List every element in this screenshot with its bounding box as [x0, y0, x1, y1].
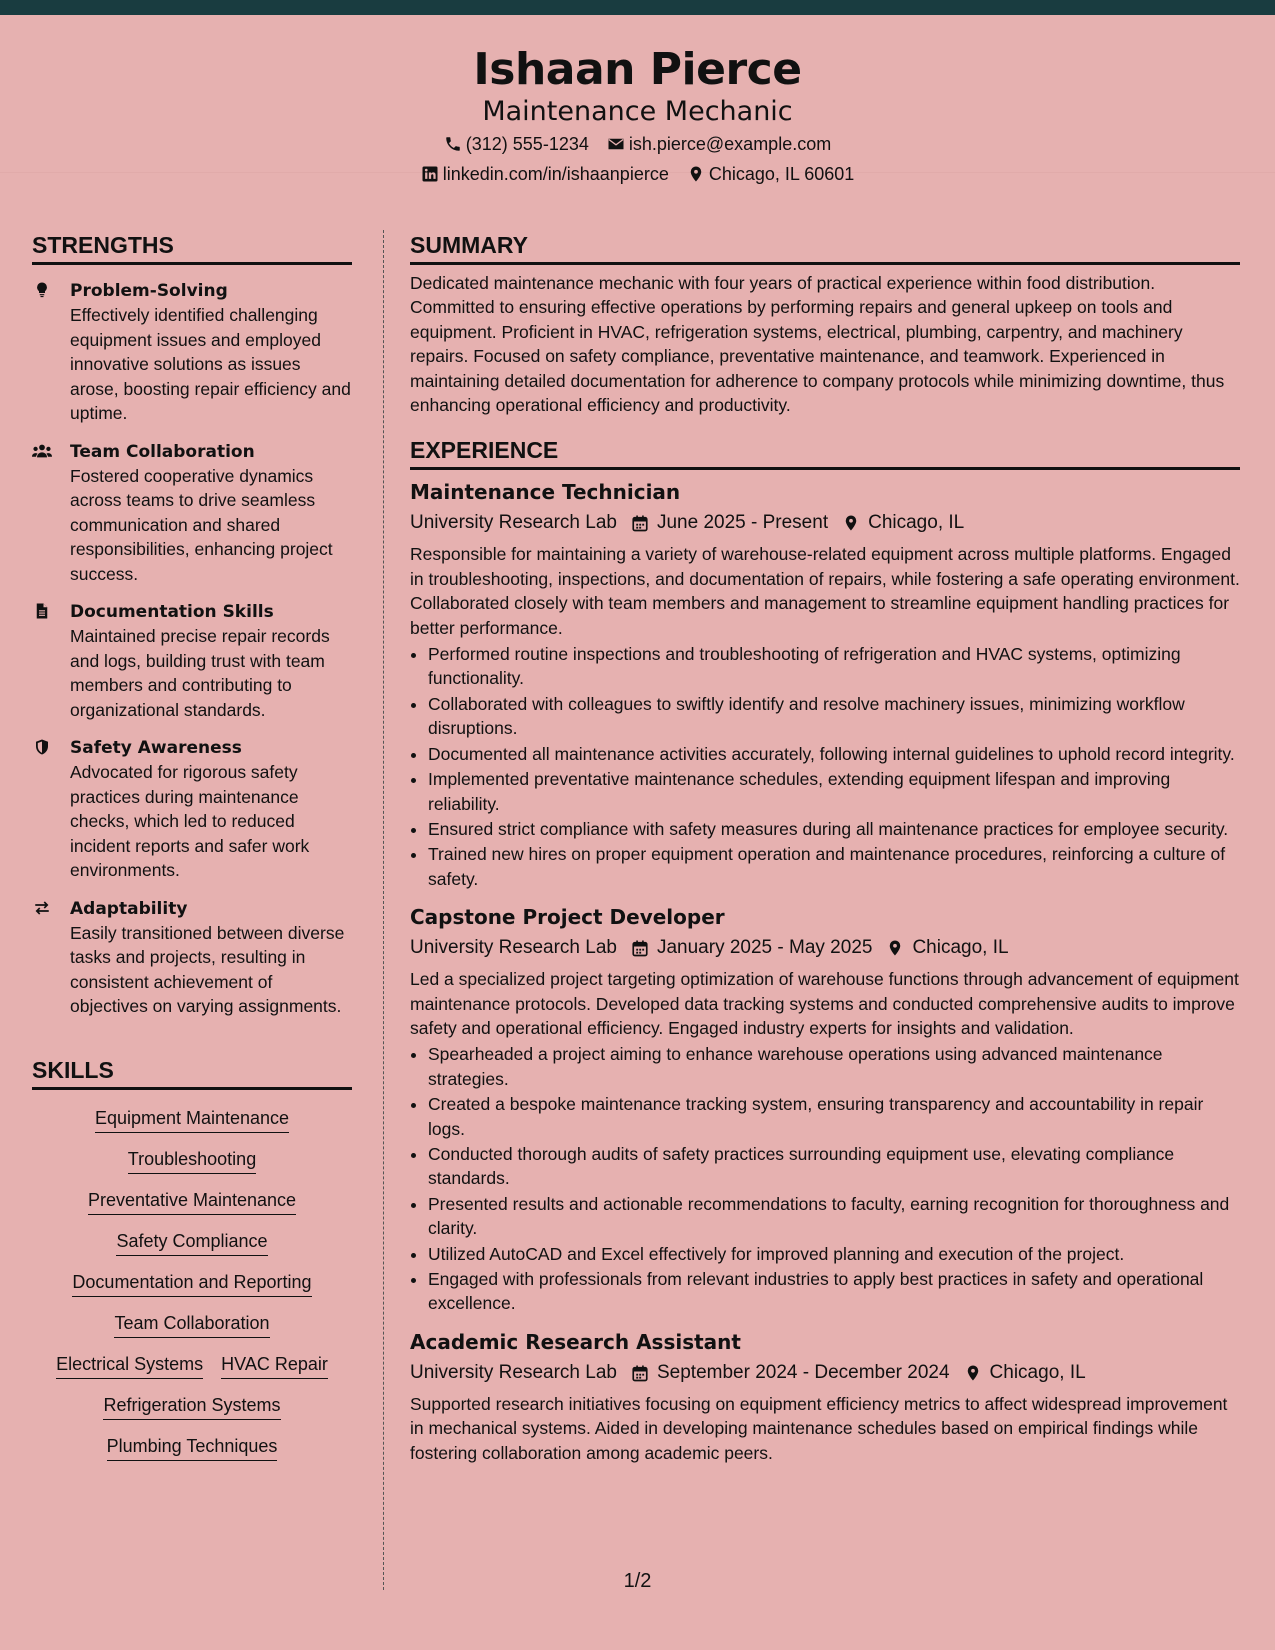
- job-org: University Research Lab: [410, 1361, 617, 1383]
- map-pin-icon: [886, 938, 904, 958]
- summary-heading: SUMMARY: [410, 230, 1240, 265]
- strength-name: Documentation Skills: [70, 602, 274, 622]
- phone-contact[interactable]: [444, 129, 589, 159]
- map-pin-icon: [687, 165, 705, 183]
- skill-tag: Refrigeration Systems: [103, 1393, 280, 1420]
- job-entry: [410, 1328, 1240, 1465]
- list-item: • Ensured strict compliance with safety measures during all maintenance practices for employee security.: [428, 817, 1240, 841]
- right-column: [410, 230, 1240, 1465]
- strength-item: [32, 897, 352, 1019]
- strength-item: [32, 600, 352, 722]
- job-entry-title: Academic Research Assistant: [410, 1329, 741, 1354]
- job-entry-title: Maintenance Technician: [410, 480, 681, 505]
- email-text: ish.pierce@example.com: [628, 134, 832, 154]
- job-description: Responsible for maintaining a variety of warehouse-related equipment across multiple platforms. Engaged in troubleshooting, inspections, and documentation of repairs, while fostering a safe operating environment. Collaborated closely with team members and management to streamline equipment handling practices for better performance.: [410, 544, 1240, 638]
- resume-header: [0, 15, 1275, 184]
- job-location: Chicago, IL: [912, 937, 1009, 959]
- job-dates: January 2025 - May 2025: [656, 937, 873, 959]
- location-text: Chicago, IL 60601: [708, 164, 855, 184]
- strength-name: Problem-Solving: [70, 281, 228, 301]
- job-meta: [410, 508, 1240, 538]
- skill-tag: Plumbing Techniques: [107, 1434, 278, 1461]
- strength-description: Easily transitioned between diverse tasks and projects, resulting in consistent achievement of objectives on varying assignments.: [70, 922, 345, 1016]
- job-entry: [410, 903, 1240, 1316]
- job-meta: [410, 933, 1240, 963]
- strength-item: [32, 440, 352, 587]
- job-meta: [410, 1358, 1240, 1388]
- column-divider: [383, 230, 384, 1590]
- job-entry: [410, 478, 1240, 891]
- calendar-icon: [631, 938, 649, 958]
- list-item: • Created a bespoke maintenance tracking system, ensuring transparency and accountability in repair logs.: [428, 1092, 1240, 1141]
- skill-tag: Safety Compliance: [116, 1229, 267, 1256]
- arrows-exchange-icon: [32, 899, 52, 917]
- skill-tag: Documentation and Reporting: [72, 1270, 311, 1297]
- list-item: • Spearheaded a project aiming to enhance warehouse operations using advanced maintenance strategies.: [428, 1042, 1240, 1091]
- list-item: • Utilized AutoCAD and Excel effectively for improved planning and execution of the project.: [428, 1242, 1240, 1266]
- strength-name: Adaptability: [70, 898, 188, 919]
- left-column: [32, 230, 352, 1461]
- strength-description: Maintained precise repair records and logs, building trust with team members and contributing to organizational standards.: [70, 626, 330, 720]
- phone-text: (312) 555-1234: [465, 134, 589, 154]
- page-number: 1/2: [623, 1570, 652, 1592]
- strength-item: [32, 279, 352, 426]
- list-item: • Engaged with professionals from relevant industries to apply best practices in safety and operational excellence.: [428, 1267, 1240, 1316]
- skill-tag: Team Collaboration: [114, 1311, 269, 1338]
- job-entry-title: Capstone Project Developer: [410, 905, 725, 930]
- linkedin-contact[interactable]: [421, 159, 669, 189]
- job-dates: June 2025 - Present: [656, 512, 829, 534]
- job-location: Chicago, IL: [989, 1361, 1086, 1383]
- map-pin-icon: [964, 1363, 982, 1383]
- calendar-icon: [631, 1363, 649, 1383]
- users-icon: [32, 442, 52, 460]
- list-item: • Presented results and actionable recommendations to faculty, earning recognition for thoroughness and clarity.: [428, 1192, 1240, 1241]
- phone-icon: [444, 135, 462, 153]
- skills-heading: SKILLS: [32, 1055, 352, 1090]
- job-dates: September 2024 - December 2024: [656, 1361, 950, 1383]
- location-contact: [687, 159, 854, 189]
- skill-tag: Preventative Maintenance: [88, 1188, 296, 1215]
- linkedin-text: linkedin.com/in/ishaanpierce: [442, 164, 669, 184]
- contact-row-1: [0, 129, 1275, 159]
- envelope-icon: [607, 135, 625, 153]
- list-item: • Performed routine inspections and troubleshooting of refrigeration and HVAC systems, optimizing functionality.: [428, 642, 1240, 691]
- top-accent-bar: [0, 0, 1275, 15]
- job-location: Chicago, IL: [868, 512, 965, 534]
- list-item: • Collaborated with colleagues to swiftly identify and resolve machinery issues, minimizing workflow disruptions.: [428, 692, 1240, 741]
- strength-description: Advocated for rigorous safety practices during maintenance checks, which led to reduced incident reports and safer work environments.: [70, 762, 310, 880]
- linkedin-icon: [421, 165, 439, 183]
- skills-section: [32, 1055, 352, 1461]
- job-org: University Research Lab: [410, 937, 617, 959]
- list-item: • Documented all maintenance activities accurately, following internal guidelines to uphold record integrity.: [428, 742, 1240, 766]
- skill-tag: Equipment Maintenance: [95, 1106, 289, 1133]
- skill-tag: Electrical Systems: [56, 1352, 203, 1379]
- experience-heading: EXPERIENCE: [410, 435, 1240, 470]
- list-item: • Implemented preventative maintenance schedules, extending equipment lifespan and improving reliability.: [428, 767, 1240, 816]
- email-contact[interactable]: [607, 129, 831, 159]
- strength-description: Fostered cooperative dynamics across teams to drive seamless communication and shared responsibilities, enhancing project success.: [70, 465, 333, 584]
- strength-name: Safety Awareness: [70, 738, 242, 758]
- shield-icon: [32, 738, 52, 756]
- skill-tag: HVAC Repair: [221, 1352, 328, 1379]
- list-item: • Conducted thorough audits of safety practices surrounding equipment use, elevating compliance standards.: [428, 1142, 1240, 1191]
- lightbulb-icon: [32, 281, 52, 299]
- document-icon: [32, 602, 52, 620]
- skill-tag: Troubleshooting: [128, 1147, 256, 1174]
- strength-description: Effectively identified challenging equipment issues and employed innovative solutions as issues arose, boosting repair efficiency and uptime.: [70, 305, 351, 423]
- job-title: Maintenance Mechanic: [482, 96, 793, 127]
- strength-name: Team Collaboration: [70, 441, 255, 462]
- calendar-icon: [631, 513, 649, 533]
- summary-text: Dedicated maintenance mechanic with four years of practical experience within food distribution. Committed to ensuring effective operations by performing repairs and general upkeep on tools and equipment. Proficient in HVAC, refrigeration systems, electrical, plumbing, carpentry, and machinery repairs. Focused on safety compliance, preventative maintenance, and teamwork. Experienced in maintaining detailed documentation for adherence to company protocols while minimizing downtime, thus enhancing operational efficiency and productivity.: [410, 273, 1225, 416]
- strength-item: [32, 736, 352, 883]
- map-pin-icon: [842, 513, 860, 533]
- job-bullets: [410, 1042, 1240, 1315]
- list-item: • Trained new hires on proper equipment operation and maintenance procedures, reinforcing a culture of safety.: [428, 842, 1240, 891]
- candidate-name: Ishaan Pierce: [473, 44, 802, 95]
- job-org: University Research Lab: [410, 512, 617, 534]
- job-description: Led a specialized project targeting optimization of warehouse functions through advancement of equipment maintenance protocols. Developed data tracking systems and conducted comprehensive audits to improve safety and operational efficiency. Engaged industry experts for insights and validation.: [410, 969, 1239, 1038]
- job-description: Supported research initiatives focusing on equipment efficiency metrics to affect widespread improvement in mechanical systems. Aided in developing maintenance schedules based on empirical findings while fostering collaboration among academic peers.: [410, 1393, 1228, 1463]
- contact-row-2: [0, 159, 1275, 189]
- strengths-heading: STRENGTHS: [32, 230, 352, 265]
- job-bullets: [410, 642, 1240, 891]
